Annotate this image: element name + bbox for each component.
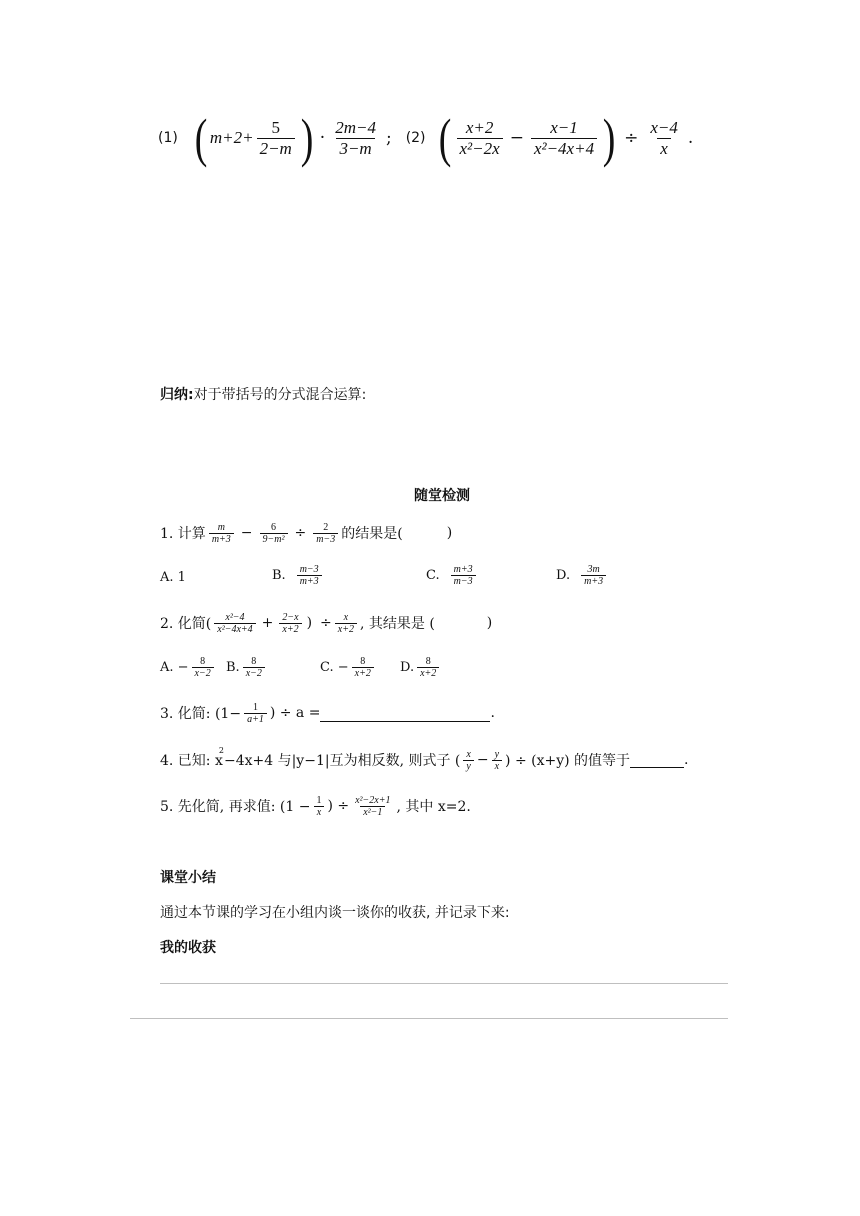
question-4: 4. 已知: x $^2$ −4x+4 与|y−1|互为相反数, 则式子 ( $\frac{x}{y}$ − $\frac{y}{x}$ ) ÷ (x+y) 的值等于 . [160,745,689,772]
quiz-title: 随堂检测 [414,488,470,504]
option-a[interactable]: A. − $\frac{8}{x-2}$ [160,656,217,679]
my-gain-label: 我的收获 [160,940,216,956]
minus-operator: − [509,128,524,148]
question-5: 5. 先化简, 再求值: (1 − $\frac{1}{x}$ ) ÷ $\frac{\text{x²−2x+1}}{\text{x²−1}}$ , 其中 x=2. [160,794,471,818]
option-b[interactable]: B. $\frac{m-3}{m+3}$ [272,564,325,587]
option-d[interactable]: D. $\frac{3m}{m+3}$ [556,564,609,587]
class-summary-title: 课堂小结 [160,870,216,886]
summary-line [160,384,366,404]
fraction: $\frac{2}{m-3}$ [313,522,338,545]
problem-row [158,108,693,168]
fraction: $\frac{\text{x²−2x+1}}{\text{x²−1}}$ [355,794,391,818]
fraction: $\frac{1}{x}$ [313,795,324,818]
answer-blank[interactable]: ) [486,615,493,631]
option-b[interactable]: B. $\frac{8}{x-2}$ [226,656,268,679]
left-paren: ( [194,108,208,168]
answer-blank[interactable] [630,753,684,768]
question-2: 2. 化简( $\frac{\text{x²−4}}{\text{x²−4x+4}}$ + $\frac{2-x}{x+2}$ ) ÷ $\frac{x}{x+2}$ , 其结果是 ( ) [160,611,493,635]
fraction: $\frac{5}{2-m}$ [257,118,295,159]
writing-line[interactable] [130,1018,728,1019]
right-paren: ) [300,108,314,168]
fraction: $\frac{8}{x+2}$ [352,656,374,679]
fraction: $\frac{1}{a+1}$ [244,702,267,725]
option-c[interactable]: C. $\frac{m+3}{m-3}$ [426,564,479,587]
fraction: $\frac{x+2}{\text{x²−2x}}$ [457,118,503,159]
fraction: $\frac{2-x}{x+2}$ [279,612,301,635]
summary-text: 对于带括号的分式混合运算: [193,387,367,403]
left-paren: ( [438,108,451,168]
fraction: $\frac{y}{x}$ [492,749,502,772]
fraction: $\frac{6}{\text{9−m²}}$ [260,522,288,545]
question-3: 3. 化简: (1− $\frac{1}{a+1}$ ) ÷ a = . [160,701,495,725]
fraction: $\frac{8}{x-2}$ [192,656,214,679]
problem-1-label: (1) [158,130,178,146]
fraction: $\frac{m}{m+3}$ [209,522,234,545]
dot-operator: · [319,128,326,148]
fraction: $\frac{x-4}{x}$ [650,117,678,158]
fraction: $\frac{8}{x-2}$ [243,656,265,679]
option-d[interactable]: D. $\frac{8}{x+2}$ [400,656,442,679]
answer-blank[interactable]: ) [446,525,453,541]
fraction: $\frac{x}{y}$ [463,749,473,772]
option-a[interactable]: A. 1 [160,570,186,585]
writing-line[interactable] [160,983,728,984]
fraction: $\frac{x-1}{\text{x²−4x+4}}$ [531,118,597,159]
period: . [687,128,694,148]
answer-blank[interactable] [320,705,490,722]
fraction: $\frac{m-3}{m+3}$ [297,564,322,587]
separator: ; [385,128,392,148]
fraction: $\frac{\text{x²−4}}{\text{x²−4x+4}}$ [214,612,255,635]
right-paren: ) [602,108,616,168]
exponent: 2 [218,745,224,755]
expr-term: m+2+ [209,128,254,147]
fraction: $\frac{m+3}{m-3}$ [451,564,476,587]
fraction: $\frac{8}{x+2}$ [417,656,439,679]
class-summary-text: 通过本节课的学习在小组内谈一谈你的收获, 并记录下来: [160,905,510,921]
option-c[interactable]: C. − $\frac{8}{x+2}$ [320,656,377,679]
summary-label: 归纳: [160,387,194,403]
fraction: $\frac{2m-4}{3-m}$ [335,117,376,158]
fraction: $\frac{3m}{m+3}$ [581,564,606,587]
problem-2-label: (2) [405,130,426,146]
fraction: $\frac{x}{x+2}$ [335,612,357,635]
divide-operator: ÷ [624,128,639,148]
question-1: 1. 计算 $\frac{m}{m+3}$ − $\frac{6}{\text{9−m²}}$ ÷ $\frac{2}{m-3}$ 的结果是( ) [160,521,453,545]
